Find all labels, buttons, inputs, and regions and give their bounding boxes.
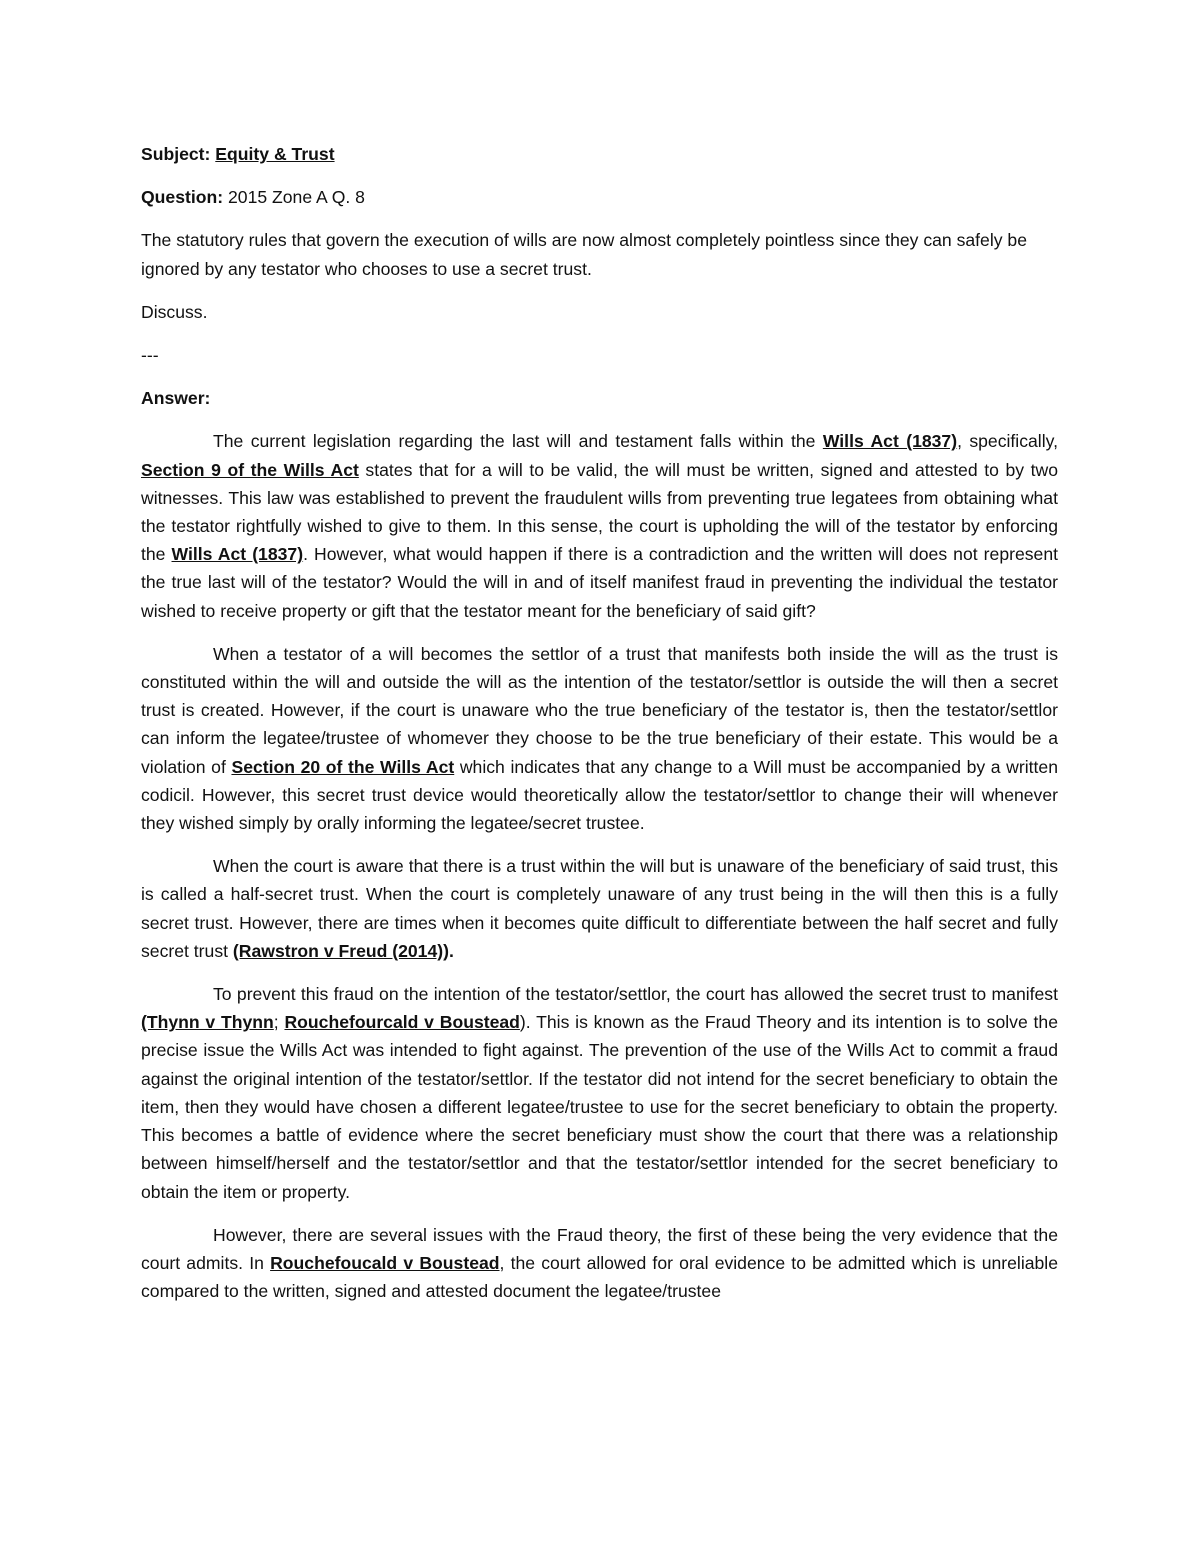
document-page: [141, 140, 1058, 1320]
answer-paragraph-2: [141, 640, 1058, 837]
answer-paragraph-3: [141, 852, 1058, 965]
paragraph-text: , specifically,: [957, 431, 1058, 452]
question-line: [141, 183, 1058, 211]
answer-paragraph-4: [141, 980, 1058, 1206]
question-value: 2015 Zone A Q. 8: [228, 187, 365, 208]
subject-value: Equity & Trust: [215, 144, 335, 164]
case-reference: Wills Act (1837): [171, 544, 304, 565]
answer-paragraph-1: [141, 427, 1058, 624]
paragraph-text: states that for a will to be valid, the will must be written, signed and attested to by two witnesses. This law was established to prevent the fraudulent wills from preventing true legatees from obtaining what the testator rightfully wished to give to them. In this sense, the court is upholding the will of the testator by enforcing the: [141, 459, 1058, 565]
case-reference: Wills Act (1837): [822, 431, 958, 452]
paragraph-text: The current legislation regarding the last will and testament falls within the: [213, 431, 823, 452]
paragraph-text: ). This is known as the Fraud Theory and its intention is to solve the precise issue the Wills Act was intended to fight against. The prevention of the use of the Wills Act to commit a fraud against the original intention of the testator/settlor. If the testator did not intend for the secret beneficiary to obtain the item, then they would have chosen a different legatee/trustee to use for the secret beneficiary to obtain the property. This becomes a battle of evidence where the secret beneficiary must show the court that there was a relationship between himself/herself and the testator/settlor and that the testator/settlor intended for the secret beneficiary to obtain the item or property.: [141, 1012, 1059, 1202]
question-statement: The statutory rules that govern the execution of wills are now almost completely pointless since they can safely be ignored by any testator who chooses to use a secret trust.: [141, 230, 1028, 279]
paragraph-text: When the court is aware that there is a trust within the will but is unaware of the beneficiary of said trust, this is called a half-secret trust. When the court is completely unaware of any trust being in the will then this is a fully secret trust. However, there are times when it becomes quite difficult to differentiate between the half secret and fully secret trust: [141, 856, 1058, 961]
subject-line: [141, 140, 1058, 168]
paragraph-text: ).: [443, 940, 454, 961]
paragraph-text: However, there are several issues with the Fraud theory, the first of these being the very evidence that the court admits. In: [141, 1224, 1058, 1273]
paragraph-text: To prevent this fraud on the intention of the testator/settlor, the court has allowed the secret trust to manifest: [213, 984, 1058, 1005]
answer-paragraph-5: [141, 1221, 1058, 1306]
case-reference: Rouchefoucald v Boustead: [270, 1252, 500, 1273]
case-reference: Section 9 of the Wills Act: [141, 459, 359, 480]
section-separator: ---: [141, 345, 159, 366]
paragraph-text: ;: [273, 1012, 285, 1033]
paragraph-text: , the court allowed for oral evidence to be admitted which is unreliable compared to the written, signed and attested document the legatee/trustee: [141, 1252, 1058, 1302]
paragraph-text: which indicates that any change to a Will must be accompanied by a written codicil. However, this secret trust device would theoretically allow the testator/settlor to change their will whenever they wished simply by orally informing the legatee/secret trustee.: [141, 756, 1058, 834]
question-label: Question:: [141, 187, 224, 208]
question-instruction: Discuss.: [141, 301, 208, 322]
case-reference: Section 20 of the Wills Act: [231, 756, 455, 777]
case-reference: Rouchefourcald v Boustead: [284, 1012, 520, 1033]
case-reference: (Thynn v Thynn: [141, 1012, 274, 1033]
paragraph-text: When a testator of a will becomes the settlor of a trust that manifests both inside the will as the trust is constituted within the will and outside the will as the intention of the testator/settlor is outside the will then a secret trust is created. However, if the court is unaware who the true beneficiary of the testator is, then the testator/settlor can inform the legatee/trustee of whomever they choose to be the true beneficiary of their estate. This would be a violation of: [141, 643, 1058, 777]
subject-label: Subject:: [141, 144, 211, 164]
paragraph-text: . However, what would happen if there is a contradiction and the written will does not represent the true last will of the testator? Would the will in and of itself manifest fraud in preventing the individual the testator wished to receive property or gift that the testator meant for the beneficiary of said gift?: [141, 544, 1058, 621]
answer-label: Answer:: [141, 388, 211, 409]
case-reference: (Rawstron v Freud (2014): [232, 940, 444, 961]
